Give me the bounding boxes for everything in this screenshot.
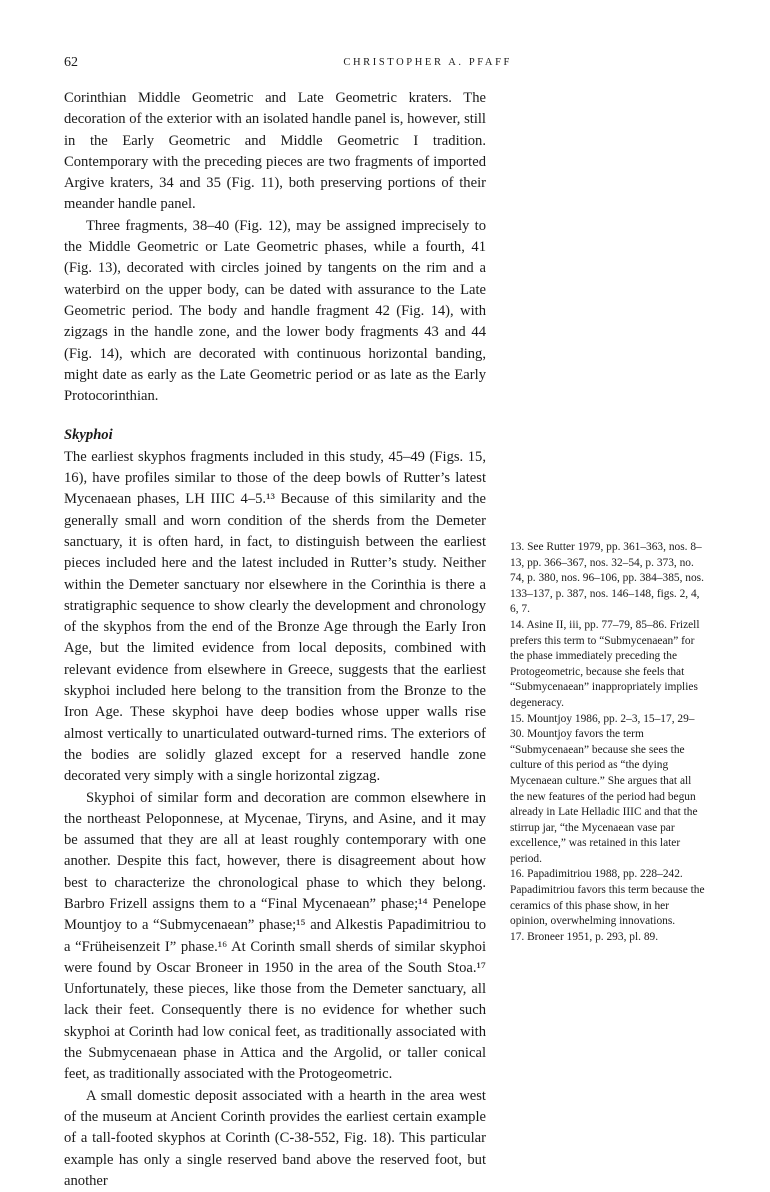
body-paragraph: Skyphoi of similar form and decoration are common elsewhere in the northeast Peloponnese, at Mycenae, Tiryns, and Asine, and it may be assumed that they are all at least roughly contemporary with one another. Despite this fact, however, there is disagreement about how best to characterize the chronological phase to which they belong. Barbro Frizell assigns them to a “Final Mycenaean” phase;¹⁴ Penelope Mountjoy to a “Submycenaean” phase;¹⁵ and Alkestis Papadimitriou to a “Früheisenzeit I” phase.¹⁶ At Corinth small sherds of similar skyphoi were found by Oscar Broneer in 1950 in the area of the South Stoa.¹⁷ Unfortunately, these pieces, like those from the Demeter sanctuary, all lack their feet. Consequently there is no evidence for whether such skyphoi at Corinth had low conical feet, as traditionally associated with the Submycenaean phase in Attica and the Argolid, or taller conical feet, as traditionally associated with the Protogeometric. [64,789,486,1083]
section-spacer [64,407,486,425]
footnote: 14. Asine II, iii, pp. 77–79, 85–86. Frizell prefers this term to “Submycenaean” for the phase immediately preceding the Protogeometric, because she feels that “Submycenaean” inappropriately implies degeneracy. [510,618,700,709]
body-paragraph: The earliest skyphos fragments included in this study, 45–49 (Figs. 15, 16), have profiles similar to those of the deep bowls of Rutter’s latest Mycenaean phases, LH IIIC 4–5.¹³ Because of this similarity and the generally small and worn condition of the sherds from the Demeter sanctuary, it is often hard, in fact, to distinguish between the earliest pieces included here and the latest included in Rutter’s study. Neither within the Demeter sanctuary nor elsewhere in the Corinthia is there a stratigraphic sequence to show clearly the development and chronology of the skyphos from the end of the Bronze Age through the Early Iron Age, but the limited evidence from local deposits, combined with relevant evidence from elsewhere in Greece, suggests that the earliest skyphoi included here belong to the transition from the Bronze to the Iron Age. These skyphoi have deep bodies whose upper walls rise almost vertically to unarticulated outward-turned rims. The exteriors of the bodies are solidly glazed except for a reserved handle zone decorated very simply with a single horizontal zigzag. [64,448,486,785]
body-paragraph: Corinthian Middle Geometric and Late Geometric kraters. The decoration of the exterior with an isolated handle panel is, however, still in the Early Geometric and Middle Geometric I tradition. Contemporary with the preceding pieces are two fragments of imported Argive kraters, 34 and 35 (Fig. 11), both preserving portions of their meander handle panel. [64,90,486,213]
main-text-column [64,88,486,1192]
page-number: 62 [64,55,78,70]
body-paragraph: Three fragments, 38–40 (Fig. 12), may be assigned imprecisely to the Middle Geometric or Late Geometric phases, while a fourth, 41 (Fig. 13), decorated with circles joined by tangents on the rim and a waterbird on the upper body, can be dated with assurance to the Late Geometric period. The body and handle fragment 42 (Fig. 14), with zigzags in the handle zone, and the lower body fragments 43 and 44 (Fig. 14), which are decorated with continuous horizontal banding, might date as early as the Late Geometric period or as late as the Early Protocorinthian. [64,217,486,405]
footnote: 16. Papadimitriou 1988, pp. 228–242. Papadimitriou favors this term because the ceramics of this phase show, in her opinion, overwhelming innovations. [510,868,705,928]
footnotes-column [510,540,706,945]
section-heading: Skyphoi [64,427,113,444]
footnote: 15. Mountjoy 1986, pp. 2–3, 15–17, 29–30. Mountjoy favors the term “Submycenaean” because she sees the culture of this period as “the dying Mycenaean culture.” She argues that all the new features of the period had begun already in Late Helladic IIIC and that the stirrup jar, “the Mycenaean vase par excellence,” was retained in this later period. [510,712,698,865]
footnote: 13. See Rutter 1979, pp. 361–363, nos. 8–13, pp. 366–367, nos. 32–54, p. 373, no. 74, p. 380, nos. 96–106, pp. 384–385, nos. 133–137, p. 387, nos. 146–148, figs. 2, 4, 6, 7. [510,541,704,616]
running-head: CHRISTOPHER A. PFAFF [343,57,512,68]
footnote: 17. Broneer 1951, p. 293, pl. 89. [510,930,659,943]
body-paragraph: A small domestic deposit associated with a hearth in the area west of the museum at Ancient Corinth provides the earliest certain example of a tall-footed skyphos at Corinth (C-38-552, Fig. 18). This particular example has only a single reserved band above the reserved foot, but another [64,1087,486,1189]
